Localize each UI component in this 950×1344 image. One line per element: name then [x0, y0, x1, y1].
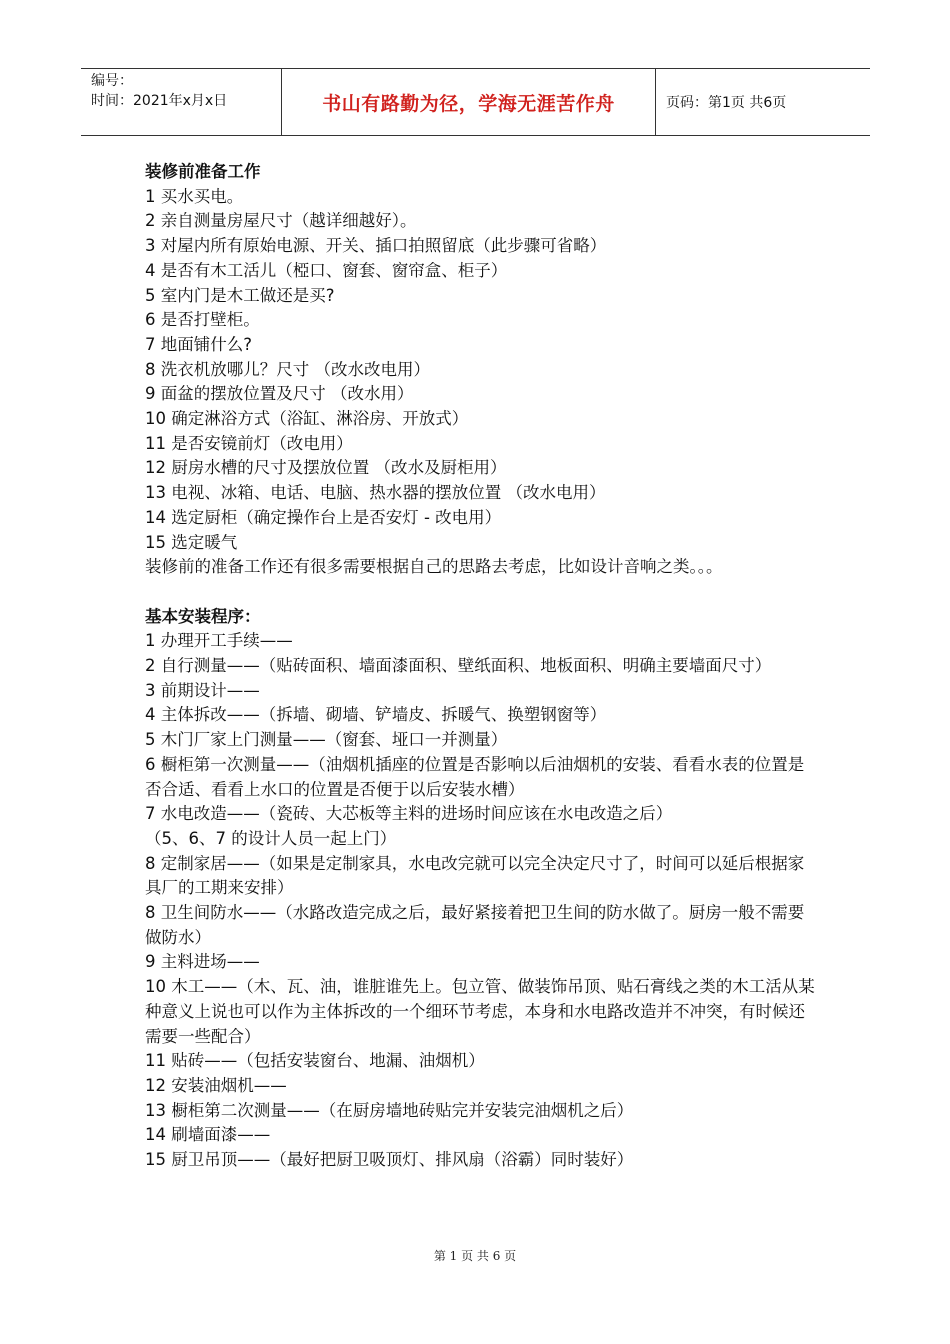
list-item: 1 办理开工手续——	[145, 631, 293, 651]
list-item: 11 贴砖——（包括安装窗台、地漏、油烟机）	[145, 1051, 485, 1071]
document-date: 时间：2021年x月x日	[91, 93, 228, 109]
list-item: 2 亲自测量房屋尺寸（越详细越好）。	[145, 211, 417, 231]
list-item: 13 电视、冰箱、电话、电脑、热水器的摆放位置 （改水电用）	[145, 483, 606, 503]
list-item: 15 厨卫吊顶——（最好把厨卫吸顶灯、排风扇（浴霸）同时装好）	[145, 1150, 634, 1170]
list-item: 9 主料进场——	[145, 952, 260, 972]
list-item: 2 自行测量——（贴砖面积、墙面漆面积、壁纸面积、地板面积、明确主要墙面尺寸）	[145, 656, 772, 676]
list-item: 4 主体拆改——（拆墙、砌墙、铲墙皮、拆暖气、换塑钢窗等）	[145, 705, 607, 725]
section-title-preparation: 装修前准备工作	[145, 162, 261, 181]
header-meta	[81, 69, 282, 135]
list-item: 12 厨房水槽的尺寸及摆放位置 （改水及厨柜用）	[145, 458, 507, 478]
list-item: 1 买水买电。	[145, 186, 244, 206]
list-item: 8 洗衣机放哪儿？尺寸 （改水改电用）	[145, 359, 430, 379]
list-item: 13 橱柜第二次测量——（在厨房墙地砖贴完并安装完油烟机之后）	[145, 1100, 634, 1120]
header-motto: 书山有路勤为径，学海无涯苦作舟	[282, 69, 656, 135]
list-item: （5、6、7 的设计人员一起上门）	[145, 828, 397, 848]
list-item: 4 是否有木工活儿（椏口、窗套、窗帘盒、柜子）	[145, 260, 508, 280]
list-item: 10 木工——（木、瓦、油，谁脏谁先上。包立管、做装饰吊顶、贴石膏线之类的木工活从某种意义上说也可以作为主体拆改的一个细环节考虑，本身和水电路改造并不冲突，有时候还需要一些配合）	[145, 977, 815, 1046]
page-footer: 第 1 页 共 6 页	[433, 1249, 517, 1263]
list-item: 7 水电改造——（瓷砖、大芯板等主料的进场时间应该在水电改造之后）	[145, 804, 673, 824]
list-item: 6 是否打壁柜。	[145, 310, 260, 330]
list-item: 7 地面铺什么?	[145, 334, 253, 354]
list-item: 5 室内门是木工做还是买?	[145, 285, 335, 305]
list-item: 9 面盆的摆放位置及尺寸 （改水用）	[145, 384, 414, 404]
installation-list	[145, 629, 815, 1172]
header-page-info: 页码：第1页 共6页	[666, 95, 787, 111]
section-spacer	[145, 580, 815, 605]
preparation-list	[145, 185, 815, 556]
list-item: 14 刷墙面漆——	[145, 1125, 271, 1145]
document-body	[145, 160, 815, 1173]
list-item: 14 选定厨柜（确定操作台上是否安灯 - 改电用）	[145, 507, 502, 527]
list-item: 3 对屋内所有原始电源、开关、插口拍照留底（此步骤可省略）	[145, 236, 607, 256]
list-item: 10 确定淋浴方式（浴缸、淋浴房、开放式）	[145, 409, 469, 429]
list-item: 5 木门厂家上门测量——（窗套、垭口一并测量）	[145, 730, 508, 750]
list-item: 3 前期设计——	[145, 680, 260, 700]
list-item: 15 选定暖气	[145, 532, 238, 552]
list-item: 11 是否安镜前灯（改电用）	[145, 433, 353, 453]
list-item: 12 安装油烟机——	[145, 1076, 287, 1095]
preparation-note: 装修前的准备工作还有很多需要根据自己的思路去考虑，比如设计音响之类。。。	[145, 557, 723, 577]
list-item: 6 橱柜第一次测量——（油烟机插座的位置是否影响以后油烟机的安装、看看水表的位置是否合适、看看上水口的位置是否便于以后安装水槽）	[145, 754, 805, 799]
page-header	[81, 68, 870, 136]
list-item: 8 定制家居——（如果是定制家具，水电改完就可以完全决定尺寸了，时间可以延后根据家具厂的工期来安排）	[145, 853, 805, 898]
list-item: 8 卫生间防水——（水路改造完成之后，最好紧接着把卫生间的防水做了。厨房一般不需要做防水）	[145, 903, 805, 947]
document-code: 编号：	[91, 73, 133, 89]
section-title-installation: 基本安装程序：	[145, 606, 261, 626]
